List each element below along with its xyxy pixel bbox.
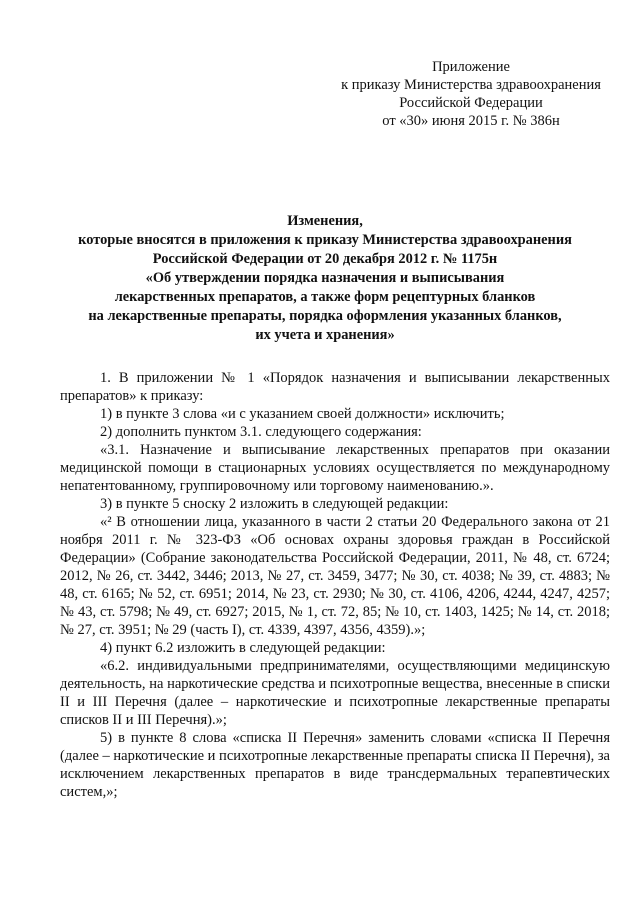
- title-line: лекарственных препаратов, а также форм рецептурных бланков: [114, 289, 536, 305]
- title-line: на лекарственные препараты, порядка оформления указанных бланков,: [88, 308, 562, 324]
- paragraph-5: 3) в пункте 5 сноску 2 изложить в следующей редакции:: [100, 496, 449, 512]
- appendix-order-ref: к приказу Министерства здравоохранения: [341, 77, 601, 93]
- title-line: Изменения,: [287, 213, 363, 229]
- title-line: «Об утверждении порядка назначения и выписывания: [145, 270, 505, 286]
- paragraph-1: 1. В приложении № 1 «Порядок назначения и выписывании лекарственных препаратов» к приказу:: [60, 370, 610, 404]
- title-line: Российской Федерации от 20 декабря 2012 г. № 1175н: [152, 251, 498, 267]
- title-line: их учета и хранения»: [255, 327, 395, 343]
- appendix-federation: Российской Федерации: [399, 95, 543, 111]
- paragraph-7: 4) пункт 6.2 изложить в следующей редакции:: [100, 640, 386, 656]
- paragraph-9: 5) в пункте 8 слова «списка II Перечня» заменить словами «списка II Перечня (далее – наркотические и психотропные лекарственные препараты списка II Перечня), за исключением лекарственных препаратов в виде трансдермальных терапевтических систем,»;: [60, 730, 610, 800]
- paragraph-2: 1) в пункте 3 слова «и с указанием своей должности» исключить;: [100, 406, 505, 422]
- document-title: [40, 212, 610, 345]
- appendix-header: [330, 58, 612, 130]
- document-body: [60, 369, 610, 801]
- paragraph-3: 2) дополнить пунктом 3.1. следующего содержания:: [100, 424, 422, 440]
- appendix-date: от «30» июня 2015 г. № 386н: [382, 113, 560, 129]
- paragraph-6: «² В отношении лица, указанного в части 2 статьи 20 Федерального закона от 21 ноября 2011 г. № 323-ФЗ «Об основах охраны здоровья граждан в Российской Федерации» (Собрание законодательства Российской Федерации, 2011, № 48, ст. 6724; 2012, № 26, ст. 3442, 3446; 2013, № 27, ст. 3459, 3477; № 30, ст. 4038; № 39, ст. 4883; № 48, ст. 6165; № 52, ст. 6951; 2014, № 23, ст. 2930; № 30, ст. 4106, 4206, 4244, 4247, 4257; № 43, ст. 5798; № 49, ст. 6927; 2015, № 1, ст. 72, 85; № 10, ст. 1403, 1425; № 14, ст. 2018; № 27, ст. 3951; № 29 (часть I), ст. 4339, 4397, 4356, 4359).»;: [60, 514, 610, 638]
- paragraph-4: «3.1. Назначение и выписывание лекарственных препаратов при оказании медицинской помощи в стационарных условиях осуществляется по международному непатентованному, группировочному или торговому наименованию.».: [60, 442, 610, 494]
- paragraph-8: «6.2. индивидуальными предпринимателями, осуществляющими медицинскую деятельность, на наркотические средства и психотропные вещества, внесенные в списки II и III Перечня (далее – наркотические и психотропные лекарственные препараты списков II и III Перечня).»;: [60, 658, 610, 728]
- appendix-label: Приложение: [432, 59, 510, 75]
- title-line: которые вносятся в приложения к приказу Министерства здравоохранения: [78, 232, 572, 248]
